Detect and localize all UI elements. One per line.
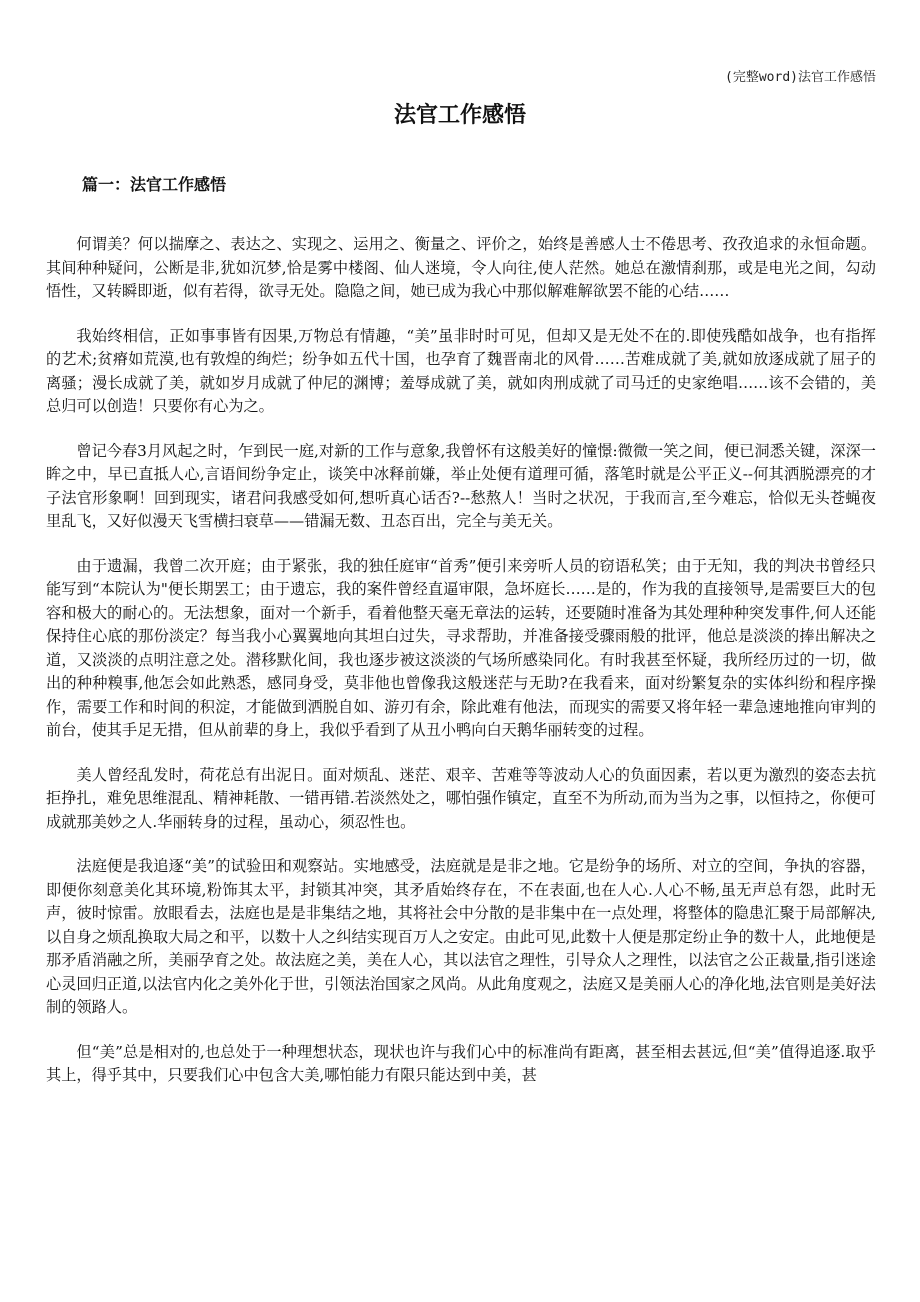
document-title: 法官工作感悟 [393, 103, 526, 128]
section-heading: 篇一：法官工作感悟 [82, 175, 227, 194]
body-paragraph: 何谓美？何以揣摩之、表达之、实现之、运用之、衡量之、评价之，始终是善感人士不倦思考、孜孜追求的永恒命题。其间种种疑问，公断是非,犹如沉梦,恰是雾中楼阁、仙人迷境，令人向往,使人茫然。她总在激情刹那，或是电光之间，勾动悟性，又转瞬即逝，似有若得，欲寻无处。隐隐之间，她已成为我心中那似解难解欲罢不能的心结…… [46, 235, 876, 300]
body-paragraph: 但“美”总是相对的,也总处于一种理想状态，现状也许与我们心中的标准尚有距离，甚至相去甚远,但“美”值得追逐.取乎其上，得乎其中，只要我们心中包含大美,哪怕能力有限只能达到中美，甚 [46, 1042, 876, 1084]
document-body [46, 233, 876, 1109]
body-paragraph: 我始终相信，正如事事皆有因果,万物总有情趣，“美”虽非时时可见，但却又是无处不在的.即使残酷如战争，也有指挥的艺术;贫瘠如荒漠,也有敦煌的绚烂；纷争如五代十国，也孕育了魏晋南北的风骨……苦难成就了美,就如放逐成就了屈子的离骚；漫长成就了美，就如岁月成就了仲尼的渊博；羞辱成就了美，就如肉刑成就了司马迁的史家绝唱……该不会错的，美总归可以创造！只要你有心为之。 [46, 326, 876, 415]
page-header: (完整word)法官工作感悟 [725, 70, 876, 85]
body-paragraph: 法庭便是我追逐“美”的试验田和观察站。实地感受，法庭就是是非之地。它是纷争的场所、对立的空间，争执的容器，即便你刻意美化其环境,粉饰其太平，封锁其冲突，其矛盾始终存在，不在表面,也在人心.人心不畅,虽无声总有怨，此时无声，彼时惊雷。放眼看去，法庭也是是非集结之地，其将社会中分散的是非集中在一点处理，将整体的隐患汇聚于局部解决,以自身之烦乱换取大局之和平，以数十人之纠结实现百万人之安定。由此可见,此数十人便是那定纷止争的数十人，此地便是那矛盾消融之所，美丽孕育之处。故法庭之美，美在人心，其以法官之理性，引导众人之理性，以法官之公正裁量,指引迷途心灵回归正道,以法官内化之美外化于世，引领法治国家之风尚。从此角度观之，法庭又是美丽人心的净化地,法官则是美好法制的领路人。 [46, 857, 876, 1016]
body-paragraph: 由于遗漏，我曾二次开庭；由于紧张，我的独任庭审“首秀”便引来旁听人员的窃语私笑；由于无知，我的判决书曾经只能写到“本院认为"便长期罢工；由于遗忘，我的案件曾经直逼审限，急坏庭长……是的，作为我的直接领导,是需要巨大的包容和极大的耐心的。无法想象，面对一个新手，看着他整天毫无章法的运转，还要随时准备为其处理种种突发事件,何人还能保持住心底的那份淡定？每当我小心翼翼地向其坦白过失，寻求帮助，并准备接受骤雨般的批评，他总是淡淡的捧出解决之道，又淡淡的点明注意之处。潜移默化间，我也逐步被这淡淡的气场所感染同化。有时我甚至怀疑，我所经历过的一切，做出的种种糗事,他怎会如此熟悉，感同身受，莫非他也曾像我这般迷茫与无助?在我看来，面对纷繁复杂的实体纠纷和程序操作，需要工作和时间的积淀，才能做到洒脱自如、游刃有余，除此难有他法，而现实的需要又将年轻一辈急速地推向审判的前台，使其手足无措，但从前辈的身上，我似乎看到了从丑小鸭向白天鹅华丽转变的过程。 [46, 556, 876, 739]
body-paragraph: 美人曾经乱发时，荷花总有出泥日。面对烦乱、迷茫、艰辛、苦难等等波动人心的负面因素，若以更为激烈的姿态去抗拒挣扎，难免思维混乱、精神耗散、一错再错.若淡然处之，哪怕强作镇定，直至不为所动,而为当为之事，以恒持之，你便可成就那美妙之人.华丽转身的过程，虽动心，须忍性也。 [46, 765, 876, 831]
body-paragraph: 曾记今春3月风起之时，乍到民一庭,对新的工作与意象,我曾怀有这般美好的憧憬:微微一笑之间，便已洞悉关键，深深一眸之中，早已直抵人心,言语间纷争定止，谈笑中冰释前嫌，举止处便有道理可循，落笔时就是公平正义--何其洒脱漂亮的才子法官形象啊！回到现实，诸君问我感受如何,想听真心话否?--愁熬人！当时之状况，于我而言,至今难忘，恰似无头苍蝇夜里乱飞，又好似漫天飞雪横扫衰草——错漏无数、丑态百出，完全与美无关。 [46, 441, 876, 530]
